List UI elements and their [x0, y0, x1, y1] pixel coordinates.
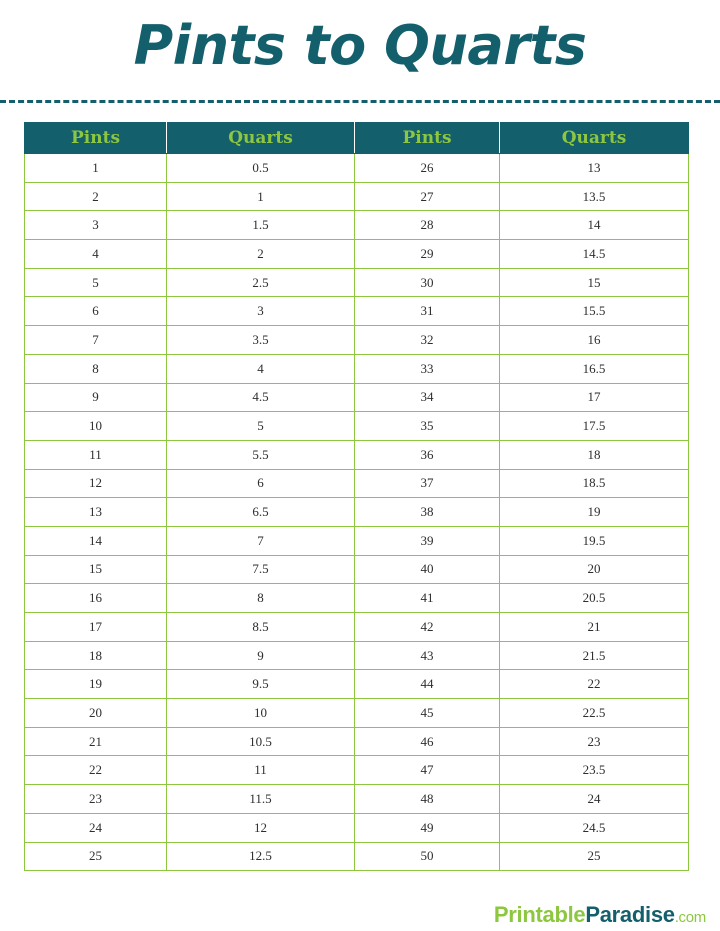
cell-quarts-right: 17 [500, 383, 689, 412]
cell-pints-right: 32 [355, 326, 500, 355]
cell-quarts-left: 4 [167, 354, 355, 383]
brand-text-printable: Printable [493, 902, 586, 927]
cell-quarts-left: 2 [167, 240, 355, 269]
table-row [25, 584, 689, 613]
cell-pints-left: 14 [25, 526, 167, 555]
cell-pints-left: 3 [25, 211, 167, 240]
cell-pints-left: 11 [25, 440, 167, 469]
table-row [25, 785, 689, 814]
table-row [25, 440, 689, 469]
cell-quarts-right: 25 [500, 842, 689, 871]
cell-quarts-left: 0.5 [167, 154, 355, 183]
table-row [25, 670, 689, 699]
cell-pints-left: 1 [25, 154, 167, 183]
cell-quarts-left: 11 [167, 756, 355, 785]
cell-pints-left: 18 [25, 641, 167, 670]
cell-pints-right: 43 [355, 641, 500, 670]
cell-pints-right: 38 [355, 498, 500, 527]
table-row [25, 268, 689, 297]
table-row [25, 182, 689, 211]
table-row [25, 613, 689, 642]
cell-pints-right: 47 [355, 756, 500, 785]
cell-pints-right: 37 [355, 469, 500, 498]
cell-pints-left: 9 [25, 383, 167, 412]
cell-quarts-left: 11.5 [167, 785, 355, 814]
cell-quarts-left: 9.5 [167, 670, 355, 699]
cell-pints-right: 26 [355, 154, 500, 183]
cell-pints-right: 50 [355, 842, 500, 871]
cell-pints-right: 28 [355, 211, 500, 240]
cell-quarts-left: 4.5 [167, 383, 355, 412]
cell-quarts-right: 22 [500, 670, 689, 699]
cell-pints-right: 29 [355, 240, 500, 269]
cell-quarts-left: 6 [167, 469, 355, 498]
cell-pints-right: 36 [355, 440, 500, 469]
cell-pints-left: 8 [25, 354, 167, 383]
header-pints-left: Pints [25, 123, 167, 154]
cell-quarts-right: 17.5 [500, 412, 689, 441]
cell-quarts-right: 14 [500, 211, 689, 240]
table-row [25, 727, 689, 756]
cell-pints-right: 44 [355, 670, 500, 699]
cell-pints-right: 49 [355, 813, 500, 842]
cell-quarts-left: 2.5 [167, 268, 355, 297]
cell-pints-left: 5 [25, 268, 167, 297]
cell-quarts-right: 22.5 [500, 699, 689, 728]
table-row [25, 469, 689, 498]
table-row [25, 756, 689, 785]
cell-quarts-left: 10.5 [167, 727, 355, 756]
cell-quarts-right: 16.5 [500, 354, 689, 383]
cell-quarts-left: 10 [167, 699, 355, 728]
cell-pints-left: 15 [25, 555, 167, 584]
header-pints-right: Pints [355, 123, 500, 154]
cell-pints-right: 27 [355, 182, 500, 211]
page-title: Pints to Quarts [133, 14, 587, 77]
cell-pints-right: 46 [355, 727, 500, 756]
table-body [25, 154, 689, 871]
cell-quarts-left: 3.5 [167, 326, 355, 355]
cell-pints-right: 35 [355, 412, 500, 441]
cell-quarts-right: 24 [500, 785, 689, 814]
brand-text-paradise: Paradise [585, 902, 675, 927]
cell-pints-left: 20 [25, 699, 167, 728]
cell-pints-left: 16 [25, 584, 167, 613]
cell-pints-right: 42 [355, 613, 500, 642]
header-quarts-left: Quarts [167, 123, 355, 154]
table-row [25, 555, 689, 584]
cell-quarts-right: 14.5 [500, 240, 689, 269]
cell-pints-left: 7 [25, 326, 167, 355]
cell-quarts-right: 19.5 [500, 526, 689, 555]
cell-pints-right: 30 [355, 268, 500, 297]
table-row [25, 813, 689, 842]
cell-quarts-left: 7.5 [167, 555, 355, 584]
cell-quarts-right: 20.5 [500, 584, 689, 613]
cell-quarts-right: 13.5 [500, 182, 689, 211]
cell-pints-left: 10 [25, 412, 167, 441]
cell-quarts-left: 7 [167, 526, 355, 555]
cell-quarts-left: 1.5 [167, 211, 355, 240]
table-row [25, 842, 689, 871]
cell-pints-left: 17 [25, 613, 167, 642]
cell-pints-left: 19 [25, 670, 167, 699]
cell-quarts-right: 18.5 [500, 469, 689, 498]
cell-pints-right: 48 [355, 785, 500, 814]
dashed-divider [0, 100, 720, 103]
table-row [25, 412, 689, 441]
cell-pints-left: 25 [25, 842, 167, 871]
cell-quarts-right: 23 [500, 727, 689, 756]
cell-quarts-left: 12.5 [167, 842, 355, 871]
table-row [25, 211, 689, 240]
table-row [25, 383, 689, 412]
cell-pints-right: 40 [355, 555, 500, 584]
brand-text-domain: .com [674, 909, 706, 926]
table-row [25, 297, 689, 326]
table-row [25, 498, 689, 527]
cell-quarts-right: 13 [500, 154, 689, 183]
table-row [25, 526, 689, 555]
cell-pints-left: 24 [25, 813, 167, 842]
cell-quarts-right: 15.5 [500, 297, 689, 326]
cell-pints-right: 33 [355, 354, 500, 383]
cell-pints-left: 21 [25, 727, 167, 756]
cell-pints-left: 6 [25, 297, 167, 326]
cell-quarts-right: 23.5 [500, 756, 689, 785]
cell-quarts-left: 12 [167, 813, 355, 842]
cell-pints-left: 22 [25, 756, 167, 785]
cell-pints-right: 39 [355, 526, 500, 555]
cell-quarts-left: 8.5 [167, 613, 355, 642]
cell-pints-left: 12 [25, 469, 167, 498]
cell-quarts-left: 5 [167, 412, 355, 441]
table-row [25, 354, 689, 383]
cell-quarts-right: 20 [500, 555, 689, 584]
cell-pints-right: 31 [355, 297, 500, 326]
table-row [25, 154, 689, 183]
cell-quarts-left: 8 [167, 584, 355, 613]
table-row [25, 699, 689, 728]
table-row [25, 240, 689, 269]
conversion-table [24, 122, 689, 871]
cell-quarts-right: 24.5 [500, 813, 689, 842]
table-row [25, 326, 689, 355]
cell-pints-right: 34 [355, 383, 500, 412]
cell-quarts-left: 9 [167, 641, 355, 670]
cell-quarts-right: 18 [500, 440, 689, 469]
cell-quarts-left: 5.5 [167, 440, 355, 469]
cell-quarts-right: 19 [500, 498, 689, 527]
cell-pints-right: 41 [355, 584, 500, 613]
cell-pints-left: 2 [25, 182, 167, 211]
cell-quarts-right: 16 [500, 326, 689, 355]
cell-pints-right: 45 [355, 699, 500, 728]
cell-quarts-left: 3 [167, 297, 355, 326]
cell-quarts-left: 1 [167, 182, 355, 211]
header-row [25, 123, 689, 154]
header-quarts-right: Quarts [500, 123, 689, 154]
cell-pints-left: 4 [25, 240, 167, 269]
cell-pints-left: 13 [25, 498, 167, 527]
table-row [25, 641, 689, 670]
cell-quarts-left: 6.5 [167, 498, 355, 527]
cell-quarts-right: 15 [500, 268, 689, 297]
cell-quarts-right: 21.5 [500, 641, 689, 670]
cell-quarts-right: 21 [500, 613, 689, 642]
cell-pints-left: 23 [25, 785, 167, 814]
brand-logo [494, 902, 706, 931]
